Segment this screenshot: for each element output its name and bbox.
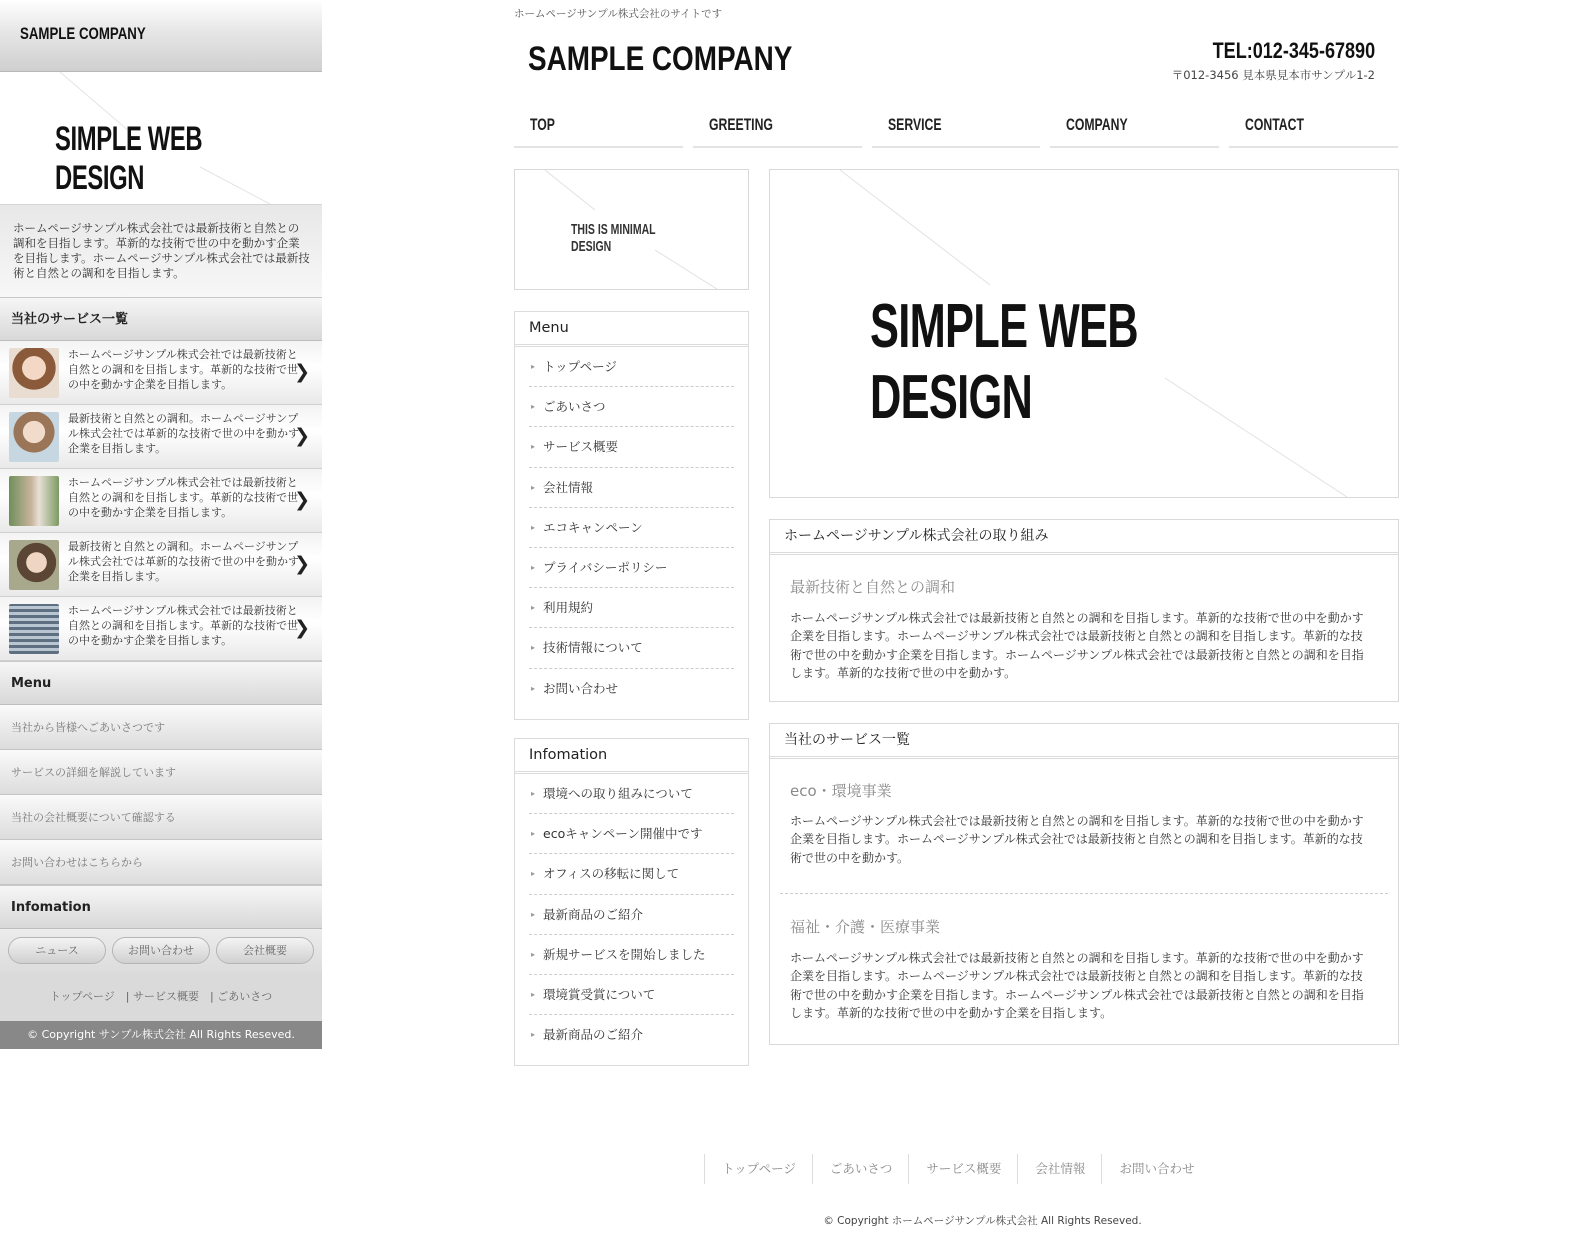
service-entry <box>770 894 1398 1022</box>
service-heading: eco・環境事業 <box>790 782 892 800</box>
chevron-right-icon: ❯ <box>294 489 310 511</box>
service-thumbnail <box>9 348 59 398</box>
service-thumbnail <box>9 604 59 654</box>
mobile-header <box>0 0 322 72</box>
mobile-service-item[interactable] <box>0 341 322 405</box>
service-text: 最新技術と自然との調和。ホームページサンプル株式会社では革新的な技術で世の中を動かす企業を目指します。 <box>68 412 299 455</box>
approach-title: ホームページサンプル株式会社の取り組み <box>770 520 1398 555</box>
site-copyright: © Copyright ホームページサンプル株式会社 All Rights Reseved. <box>823 1215 1142 1227</box>
footer-link[interactable]: 会社情報 <box>1017 1154 1101 1184</box>
sidebar-info-item[interactable]: ▸ ecoキャンペーン開催中です <box>529 814 734 854</box>
services-title: 当社のサービス一覧 <box>770 724 1398 759</box>
approach-entry <box>770 555 1398 682</box>
hero-banner <box>769 169 1399 498</box>
service-entry <box>770 759 1398 893</box>
sidebar-info <box>514 738 749 1066</box>
service-heading: 福祉・介護・医療事業 <box>790 918 941 936</box>
sidebar-menu-item[interactable]: ▸ 利用規約 <box>529 588 734 628</box>
sidebar-info-item[interactable]: ▸ 最新商品のご紹介 <box>529 895 734 935</box>
mobile-hero <box>0 72 322 204</box>
mobile-intro-text: ホームページサンプル株式会社では最新技術と自然との調和を目指します。革新的な技術で世の中を動かす企業を目指します。ホームページサンプル株式会社では最新技術と自然との調和を目指します。 <box>0 204 322 297</box>
sidebar-info-item[interactable]: ▸ オフィスの移転に関して <box>529 854 734 894</box>
footer-link[interactable]: お問い合わせ <box>1101 1154 1210 1184</box>
mobile-service-item[interactable] <box>0 597 322 661</box>
nav-label: COMPANY <box>1066 115 1129 134</box>
nav-company[interactable] <box>1050 104 1219 148</box>
mobile-menu-title: Menu <box>0 661 322 705</box>
minimal-banner[interactable] <box>514 169 749 290</box>
sidebar-menu-item[interactable]: ▸ 技術情報について <box>529 628 734 668</box>
mobile-menu-item[interactable]: サービスの詳細を解説しています <box>0 750 322 795</box>
footer-link[interactable]: サービス概要 <box>908 1154 1017 1184</box>
nav-label: SERVICE <box>887 115 942 134</box>
chevron-right-icon: ❯ <box>294 553 310 575</box>
approach-body: ホームページサンプル株式会社では最新技術と自然との調和を目指します。革新的な技術で世の中を動かす企業を目指します。ホームページサンプル株式会社では最新技術と自然との調和を目指します。革新的な技術で世の中を動かす企業を目指します。ホームページサンプル株式会社では最新技術と自然との調和を目指します。革新的な技術で世の中を動かす。 <box>790 611 1364 680</box>
mobile-menu-item[interactable]: お問い合わせはこちらから <box>0 840 322 885</box>
minimal-banner-text: THIS IS MINIMAL DESIGN <box>571 221 656 255</box>
footer-link[interactable]: ごあいさつ <box>812 1154 909 1184</box>
nav-service[interactable] <box>872 104 1041 148</box>
mobile-info-buttons <box>0 929 322 973</box>
global-nav <box>514 104 1398 148</box>
sidebar-info-item[interactable]: ▸ 新規サービスを開始しました <box>529 935 734 975</box>
service-thumbnail <box>9 412 59 462</box>
service-text: 最新技術と自然との調和。ホームページサンプル株式会社では革新的な技術で世の中を動かす企業を目指します。 <box>68 540 299 583</box>
mobile-info-title: Infomation <box>0 885 322 929</box>
sidebar-menu-item[interactable]: ▸ お問い合わせ <box>529 669 734 709</box>
nav-contact[interactable] <box>1229 104 1398 148</box>
mobile-menu-item[interactable]: 当社から皆様へごあいさつです <box>0 705 322 750</box>
site-logo[interactable]: SAMPLE COMPANY <box>528 40 793 78</box>
chevron-right-icon: ❯ <box>294 425 310 447</box>
mobile-services-title: 当社のサービス一覧 <box>0 297 322 341</box>
hero-text: SIMPLE WEB DESIGN <box>870 292 1138 432</box>
service-body: ホームページサンプル株式会社では最新技術と自然との調和を目指します。革新的な技術で世の中を動かす企業を目指します。ホームページサンプル株式会社では最新技術と自然との調和を目指します。革新的な技術で世の中を動かす企業を目指します。ホームページサンプル株式会社では最新技術と自然との調和を目指します。革新的な技術で世の中を動かす企業を目指します。 <box>790 951 1364 1020</box>
sidebar-menu-item[interactable]: ▸ ごあいさつ <box>529 387 734 427</box>
sidebar-menu-title: Menu <box>515 312 748 347</box>
mobile-service-item[interactable] <box>0 469 322 533</box>
service-body: ホームページサンプル株式会社では最新技術と自然との調和を目指します。革新的な技術で世の中を動かす企業を目指します。ホームページサンプル株式会社では最新技術と自然との調和を目指します。革新的な技術で世の中を動かす。 <box>790 814 1364 865</box>
mobile-service-item[interactable] <box>0 405 322 469</box>
mobile-copyright: © Copyright サンプル株式会社 All Rights Reseved. <box>0 1021 322 1049</box>
service-thumbnail <box>9 540 59 590</box>
sidebar-menu-item[interactable]: ▸ エコキャンペーン <box>529 508 734 548</box>
contact-button[interactable]: お問い合わせ <box>112 937 210 964</box>
approach-section <box>769 519 1399 702</box>
address: 〒012-3456 見本県見本市サンプル1-2 <box>1171 68 1375 82</box>
sidebar-menu <box>514 311 749 720</box>
nav-label: TOP <box>530 115 555 134</box>
nav-greeting[interactable] <box>693 104 862 148</box>
mobile-footer-links[interactable]: トップページ | サービス概要 | ごあいさつ <box>0 973 322 1021</box>
mobile-preview <box>0 0 322 1049</box>
approach-heading: 最新技術と自然との調和 <box>790 578 956 596</box>
phone-number: TEL:012-345-67890 <box>1212 38 1375 63</box>
mobile-service-item[interactable] <box>0 533 322 597</box>
footer-nav <box>704 1154 1210 1184</box>
sidebar-menu-item[interactable]: ▸ 会社情報 <box>529 468 734 508</box>
sidebar-info-item[interactable]: ▸ 環境への取り組みについて <box>529 774 734 814</box>
chevron-right-icon: ❯ <box>294 361 310 383</box>
sidebar-info-item[interactable]: ▸ 最新商品のご紹介 <box>529 1015 734 1055</box>
site-tagline: ホームページサンプル株式会社のサイトです <box>514 8 723 20</box>
sidebar-menu-item[interactable]: ▸ プライバシーポリシー <box>529 548 734 588</box>
chevron-right-icon: ❯ <box>294 617 310 639</box>
sidebar-info-title: Infomation <box>515 739 748 774</box>
mobile-menu-item[interactable]: 当社の会社概要について確認する <box>0 795 322 840</box>
nav-top[interactable] <box>514 104 683 148</box>
news-button[interactable]: ニュース <box>8 937 106 964</box>
sidebar-menu-item[interactable]: ▸ トップページ <box>529 347 734 387</box>
company-button[interactable]: 会社概要 <box>216 937 314 964</box>
mobile-hero-text: SIMPLE WEB DESIGN <box>55 120 203 197</box>
services-section <box>769 723 1399 1045</box>
service-text: ホームページサンプル株式会社では最新技術と自然との調和を目指します。革新的な技術で世の中を動かす企業を目指します。 <box>68 604 299 647</box>
service-text: ホームページサンプル株式会社では最新技術と自然との調和を目指します。革新的な技術で世の中を動かす企業を目指します。 <box>68 348 299 391</box>
footer-link[interactable]: トップページ <box>704 1154 812 1184</box>
mobile-logo[interactable]: SAMPLE COMPANY <box>20 24 146 43</box>
service-text: ホームページサンプル株式会社では最新技術と自然との調和を目指します。革新的な技術で世の中を動かす企業を目指します。 <box>68 476 299 519</box>
service-thumbnail <box>9 476 59 526</box>
sidebar-menu-item[interactable]: ▸ サービス概要 <box>529 427 734 467</box>
nav-label: CONTACT <box>1245 115 1305 134</box>
nav-label: GREETING <box>708 115 773 134</box>
sidebar-info-item[interactable]: ▸ 環境賞受賞について <box>529 975 734 1015</box>
